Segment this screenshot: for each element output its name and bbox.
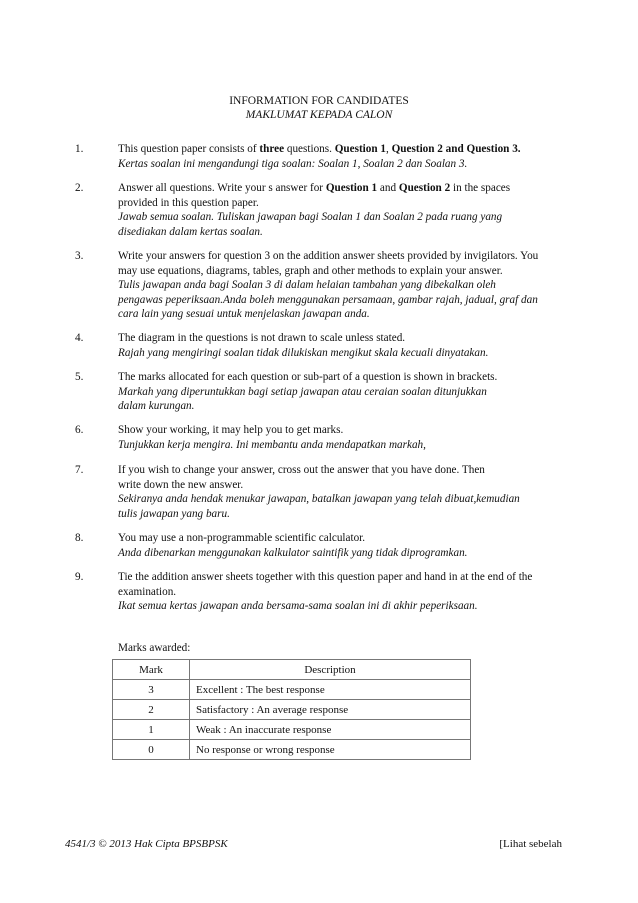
marks-table — [112, 659, 471, 760]
text-segment: and — [377, 182, 399, 194]
instruction-number: 9. — [75, 571, 84, 583]
text-segment: The diagram in the questions is not drawn to scale unless stated. — [118, 332, 406, 344]
instruction-malay-line: pengawas peperiksaan.Anda boleh menggunakan persamaan, gambar rajah, jadual, graf dan — [118, 293, 538, 306]
instruction-malay-line: cara lain yang sesuai untuk menjelaskan jawapan anda. — [118, 308, 370, 320]
mark-cell: 3 — [113, 680, 190, 700]
text-segment: The marks allocated for each question or sub-part of a question is shown in brackets. — [118, 371, 498, 383]
instruction-number: 7. — [75, 464, 84, 476]
emphasis-text: Question 2 — [398, 182, 451, 194]
column-header-mark: Mark — [113, 660, 190, 680]
instruction-text — [118, 463, 578, 521]
text-segment: Show your working, it may help you to get marks. — [118, 424, 344, 436]
description-cell: Weak : An inaccurate response — [190, 720, 471, 740]
table-row — [113, 680, 471, 700]
instruction-text — [118, 570, 578, 614]
instruction-number: 1. — [75, 143, 84, 155]
instruction-number: 4. — [75, 332, 84, 344]
instruction-english-line — [118, 531, 578, 546]
instruction-text — [118, 181, 578, 239]
mark-cell: 2 — [113, 700, 190, 720]
table-row — [113, 720, 471, 740]
text-segment: write down the new answer. — [118, 478, 244, 491]
text-segment: questions. — [284, 143, 335, 155]
text-segment: Answer all questions. Write your s answer for — [118, 182, 326, 194]
text-segment: If you wish to change your answer, cross out the answer that you have done. Then — [118, 464, 485, 476]
instruction-malay-line: disediakan dalam kertas soalan. — [118, 225, 263, 238]
text-segment: examination. — [118, 585, 177, 598]
instruction-english-line — [118, 181, 578, 196]
instruction-text — [118, 423, 578, 452]
footer-next-page: [Lihat sebelah — [499, 838, 562, 850]
instruction-malay-line: tulis jawapan yang baru. — [118, 507, 230, 520]
instruction-malay-line: Sekiranya anda hendak menukar jawapan, batalkan jawapan yang telah dibuat,kemudian — [118, 493, 520, 505]
instruction-english-line — [118, 196, 578, 211]
title-malay: MAKLUMAT KEPADA CALON — [245, 109, 393, 121]
text-segment: Tie the addition answer sheets together with this question paper and hand in at the end of the — [118, 571, 533, 583]
title-english: INFORMATION FOR CANDIDATES — [229, 95, 409, 107]
instruction-number: 5. — [75, 371, 84, 383]
instruction-malay-line: Tulis jawapan anda bagi Soalan 3 di dalam helaian tambahan yang dibekalkan oleh — [118, 279, 496, 291]
text-segment: may use equations, diagrams, tables, graph and other methods to explain your answer. — [118, 264, 503, 277]
instruction-malay-line: Tunjukkan kerja mengira. Ini membantu anda mendapatkan markah, — [118, 438, 426, 451]
text-segment: Write your answers for question 3 on the addition answer sheets provided by invigilators. You — [118, 250, 539, 262]
instruction-malay-line: Rajah yang mengiringi soalan tidak dilukiskan mengikut skala kecuali dinyatakan. — [118, 346, 489, 359]
emphasis-text: Question 1 — [325, 182, 378, 194]
instruction-text — [118, 142, 578, 171]
marks-awarded-label: Marks awarded: — [118, 642, 191, 654]
instruction-english-line — [118, 264, 578, 279]
instruction-text — [118, 249, 578, 322]
footer-copyright: 4541/3 © 2013 Hak Cipta BPSBPSK — [65, 838, 228, 850]
instruction-malay-line: Jawab semua soalan. Tuliskan jawapan bagi Soalan 1 dan Soalan 2 pada ruang yang — [118, 211, 503, 223]
emphasis-text: Question 1 — [334, 143, 386, 155]
instruction-number: 2. — [75, 182, 84, 194]
table-header-row — [113, 660, 471, 680]
instruction-english-line — [118, 423, 578, 438]
instruction-english-line — [118, 585, 578, 600]
instruction-malay-line: Anda dibenarkan menggunakan kalkulator saintifik yang tidak diprogramkan. — [118, 546, 468, 559]
instruction-english-line — [118, 478, 578, 493]
description-cell: No response or wrong response — [190, 740, 471, 760]
text-segment: You may use a non-programmable scientific calculator. — [118, 532, 366, 544]
instruction-text — [118, 331, 578, 360]
mark-cell: 0 — [113, 740, 190, 760]
instruction-number: 6. — [75, 424, 84, 436]
instruction-text — [118, 370, 578, 414]
mark-cell: 1 — [113, 720, 190, 740]
emphasis-text: Question 2 and Question 3. — [391, 143, 521, 155]
text-segment: in the spaces — [450, 182, 511, 194]
instruction-english-line — [118, 331, 578, 346]
instruction-number: 8. — [75, 532, 84, 544]
instruction-malay-line: Markah yang diperuntukkan bagi setiap jawapan atau ceraian soalan ditunjukkan — [118, 385, 487, 398]
instruction-english-line — [118, 570, 578, 585]
instruction-malay-line: Kertas soalan ini mengandungi tiga soalan: Soalan 1, Soalan 2 dan Soalan 3. — [118, 157, 468, 170]
emphasis-text: three — [259, 143, 285, 155]
instruction-text — [118, 531, 578, 560]
table-row — [113, 700, 471, 720]
table-row — [113, 740, 471, 760]
instruction-english-line — [118, 370, 578, 385]
text-segment: provided in this question paper. — [118, 196, 259, 209]
column-header-description: Description — [190, 660, 471, 680]
text-segment: , — [386, 143, 392, 155]
instruction-malay-line: Ikat semua kertas jawapan anda bersama-sama soalan ini di akhir peperiksaan. — [118, 600, 478, 612]
instruction-english-line — [118, 463, 578, 478]
description-cell: Excellent : The best response — [190, 680, 471, 700]
text-segment: This question paper consists of — [118, 143, 260, 155]
instruction-english-line — [118, 142, 578, 157]
instruction-number: 3. — [75, 250, 84, 262]
instruction-malay-line: dalam kurungan. — [118, 400, 195, 412]
description-cell: Satisfactory : An average response — [190, 700, 471, 720]
instruction-english-line — [118, 249, 578, 264]
